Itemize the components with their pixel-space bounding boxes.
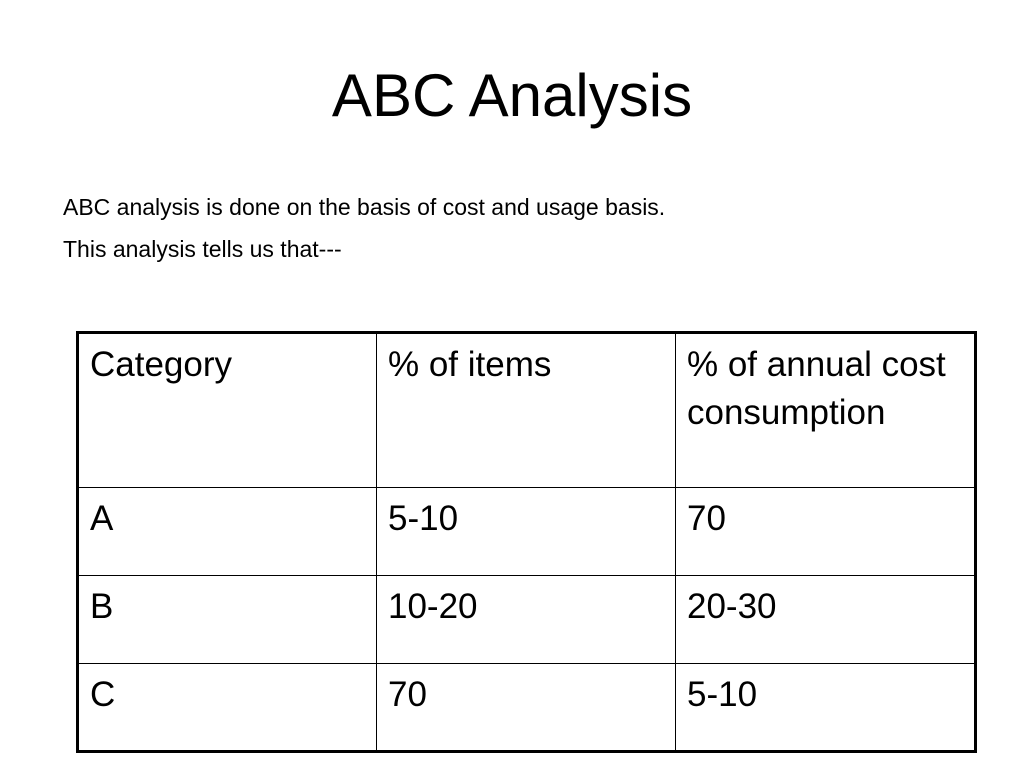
table-row — [78, 664, 976, 752]
abc-table — [76, 331, 977, 753]
slide-title: ABC Analysis — [331, 62, 693, 129]
cell-category: B — [78, 576, 377, 664]
cell-category: A — [78, 488, 377, 576]
table-header-row — [78, 333, 976, 488]
cell-percent-annual-cost: 20-30 — [676, 576, 976, 664]
cell-percent-items: 70 — [377, 664, 676, 752]
cell-category: C — [78, 664, 377, 752]
cell-percent-items: 10-20 — [377, 576, 676, 664]
cell-percent-annual-cost: 70 — [676, 488, 976, 576]
slide-body — [63, 186, 963, 270]
body-line-2: This analysis tells us that--- — [63, 236, 342, 262]
cell-percent-items: 5-10 — [377, 488, 676, 576]
header-percent-items: % of items — [377, 333, 676, 488]
header-percent-annual-cost: % of annual cost consumption — [676, 333, 976, 488]
cell-percent-annual-cost: 5-10 — [676, 664, 976, 752]
table-row — [78, 488, 976, 576]
body-line-1: ABC analysis is done on the basis of cost and usage basis. — [63, 194, 666, 220]
header-category: Category — [78, 333, 377, 488]
table-row — [78, 576, 976, 664]
